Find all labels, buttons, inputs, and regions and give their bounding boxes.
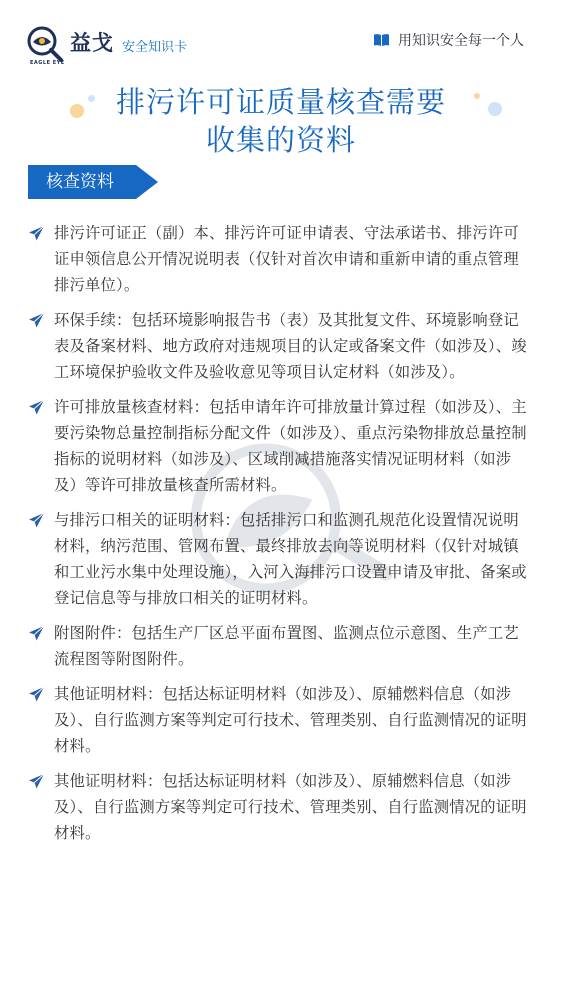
- paper-plane-icon: [28, 225, 45, 242]
- paper-plane-icon: [28, 512, 45, 529]
- paper-plane-icon: [28, 312, 45, 329]
- paper-plane-icon: [28, 625, 45, 642]
- header: [0, 0, 562, 80]
- brand-name: 益戈: [70, 31, 114, 55]
- section-tab: [28, 165, 158, 199]
- list-item-text: 与排污口相关的证明材料：包括排污口和监测孔规范化设置情况说明材料，纳污范围、管网布置、最终排放去向等说明材料（仅针对城镇和工业污水集中处理设施），入河入海排污口设置申请及审批、备案或登记信息等与排放口相关的证明材料。: [54, 511, 527, 607]
- material-list: [28, 220, 528, 855]
- list-item-text: 排污许可证正（副）本、排污许可证申请表、守法承诺书、排污许可证申领信息公开情况说明表（仅针对首次申请和重新申请的重点管理排污单位）。: [54, 224, 519, 294]
- list-item-text: 其他证明材料：包括达标证明材料（如涉及）、原辅燃料信息（如涉及）、自行监测方案等判定可行技术、管理类别、自行监测情况的证明材料。: [54, 685, 527, 755]
- eagle-eye-logo-icon: [26, 25, 64, 63]
- brand-tagline: 安全知识卡: [122, 40, 188, 55]
- paper-plane-icon: [28, 773, 45, 790]
- list-item-text: 许可排放量核查材料：包括申请年许可排放量计算过程（如涉及）、主要污染物总量控制指标分配文件（如涉及）、重点污染物排放总量控制指标的说明材料（如涉及）、区域削减措施落实情况证明材料（如涉及）等许可排放量核查所需材料。: [54, 398, 527, 494]
- open-book-icon: [373, 33, 390, 47]
- page-title-line-1: 排污许可证质量核查需要: [115, 85, 446, 119]
- page-title: [0, 84, 562, 160]
- section-tab-label: 核查资料: [46, 172, 114, 192]
- paper-plane-icon: [28, 686, 45, 703]
- list-item-text: 附图附件：包括生产厂区总平面布置图、监测点位示意图、生产工艺流程图等附图附件。: [54, 624, 519, 668]
- list-item: [28, 220, 528, 298]
- list-item: [28, 768, 528, 846]
- list-item: [28, 620, 528, 672]
- list-item: [28, 307, 528, 385]
- list-item-text: 环保手续：包括环境影响报告书（表）及其批复文件、环境影响登记表及备案材料、地方政府对违规项目的认定或备案文件（如涉及）、竣工环境保护验收文件及验收意见等项目认定材料（如涉及）。: [54, 311, 527, 381]
- list-item-text: 其他证明材料：包括达标证明材料（如涉及）、原辅燃料信息（如涉及）、自行监测方案等判定可行技术、管理类别、自行监测情况的证明材料。: [54, 772, 527, 842]
- brand-subtitle: EAGLE EYE: [30, 60, 65, 66]
- list-item: [28, 507, 528, 611]
- slogan: [373, 30, 524, 50]
- slogan-text: 用知识安全每一个人: [398, 33, 524, 49]
- list-item: [28, 681, 528, 759]
- page-title-line-2: 收集的资料: [205, 123, 356, 157]
- list-item: [28, 394, 528, 498]
- paper-plane-icon: [28, 399, 45, 416]
